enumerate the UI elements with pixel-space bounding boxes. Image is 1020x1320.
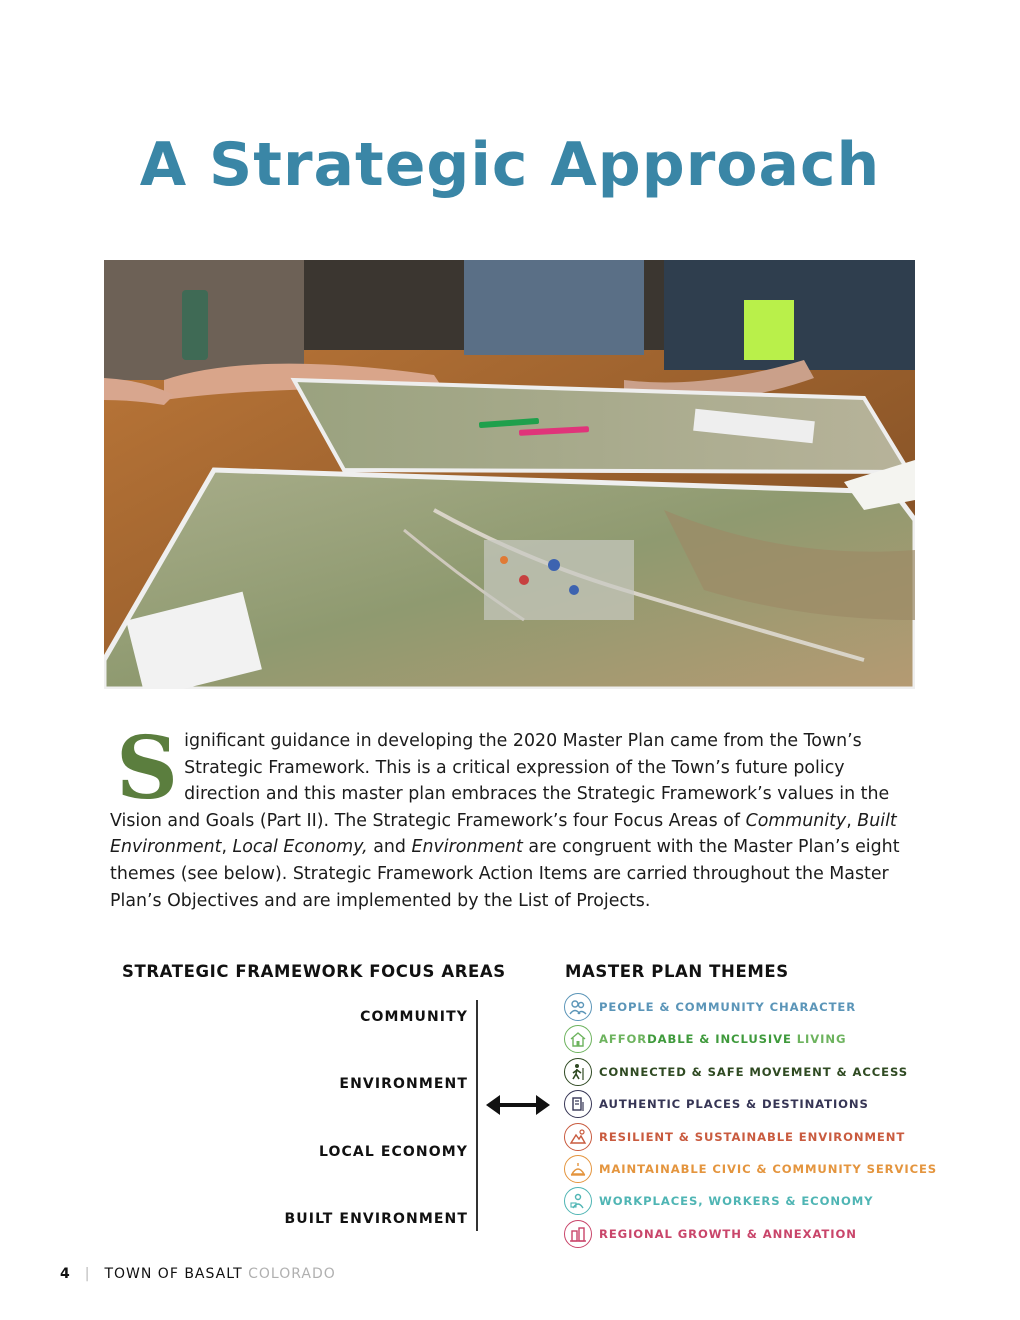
theme-people-community-character — [564, 991, 856, 1023]
theme-label: PEOPLE & COMMUNITY CHARACTER — [599, 1000, 857, 1014]
photo-illustration — [104, 260, 915, 689]
double-arrow-icon — [486, 1092, 550, 1123]
theme-authentic-places-destinations — [564, 1088, 869, 1120]
focus-area-local-economy: LOCAL ECONOMY — [319, 1144, 468, 1160]
theme-maintainable-civic-services — [564, 1153, 937, 1185]
theme-label: AFFORDABLE & INCLUSIVE LIVING — [599, 1032, 847, 1046]
theme-label: REGIONAL GROWTH & ANNEXATION — [599, 1227, 857, 1241]
services-icon — [564, 1155, 592, 1183]
page-number: 4 — [60, 1266, 71, 1282]
theme-label: RESILIENT & SUSTAINABLE ENVIRONMENT — [599, 1130, 906, 1144]
footer-town: TOWN OF BASALT — [104, 1266, 243, 1282]
theme-label: AUTHENTIC PLACES & DESTINATIONS — [599, 1097, 869, 1111]
destination-icon — [564, 1090, 592, 1118]
theme-regional-growth-annexation — [564, 1218, 857, 1250]
growth-icon — [564, 1220, 592, 1248]
environment-icon — [564, 1123, 592, 1151]
workplace-icon — [564, 1187, 592, 1215]
theme-affordable-inclusive-living — [564, 1023, 846, 1055]
theme-resilient-sustainable-environment — [564, 1121, 905, 1153]
themes-heading: MASTER PLAN THEMES — [565, 962, 789, 981]
page-footer — [60, 1266, 336, 1282]
focus-area-community: COMMUNITY — [360, 1009, 468, 1025]
focus-area-environment: ENVIRONMENT — [339, 1076, 468, 1092]
drop-cap: S — [116, 718, 179, 819]
theme-label: CONNECTED & SAFE MOVEMENT & ACCESS — [599, 1065, 908, 1079]
map-workshop-photo — [104, 260, 915, 689]
intro-paragraph: Significant guidance in developing the 2020 Master Plan came from the Town’s Strategic Framework. This is a critical expression of the Town’s future policy direction and this master plan embraces the Strategic Framework’s values in the Vision and Goals (Part II). The Strategic Framework’s four Focus Areas of Community, Built Environment, Local Economy, and Environment are congruent with the Master Plan’s eight themes (see below). Strategic Framework Action Items are carried throughout the Master Plan’s Objectives and are implemented by the List of Projects. — [110, 718, 900, 911]
theme-workplaces-workers-economy — [564, 1185, 873, 1217]
pedestrian-icon — [564, 1058, 592, 1086]
people-icon — [564, 993, 592, 1021]
footer-separator: | — [84, 1266, 91, 1282]
focus-areas-heading: STRATEGIC FRAMEWORK FOCUS AREAS — [122, 962, 506, 981]
theme-label: WORKPLACES, WORKERS & ECONOMY — [599, 1194, 874, 1208]
focus-area-built-environment: BUILT ENVIRONMENT — [284, 1211, 468, 1227]
housing-icon — [564, 1025, 592, 1053]
theme-connected-safe-movement — [564, 1056, 908, 1088]
theme-label: MAINTAINABLE CIVIC & COMMUNITY SERVICES — [599, 1162, 938, 1176]
page-title: A Strategic Approach — [139, 130, 881, 200]
footer-state: COLORADO — [248, 1266, 336, 1282]
focus-areas-divider — [476, 1000, 478, 1231]
